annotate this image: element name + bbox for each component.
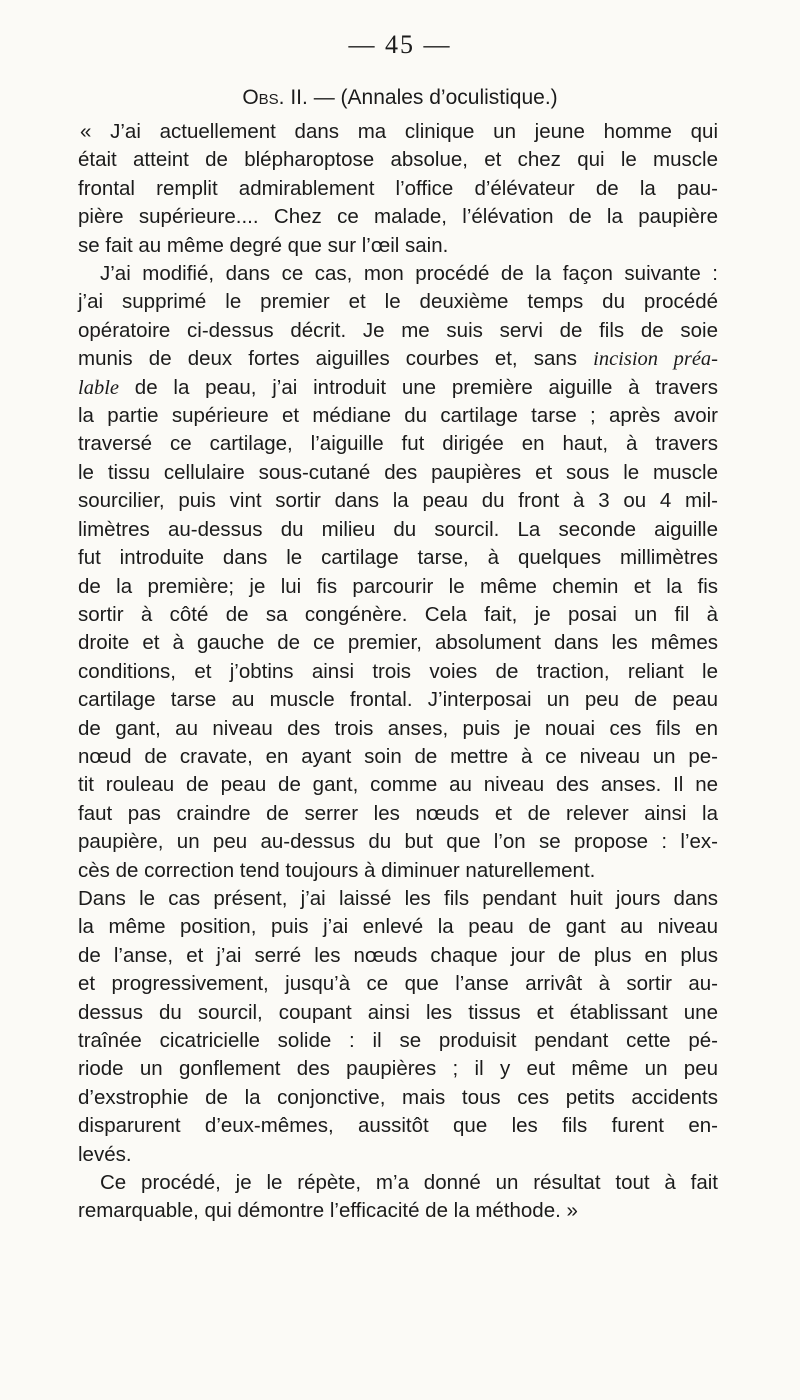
italic-phrase: lable: [78, 376, 119, 399]
observation-heading: [0, 86, 800, 110]
text-line: opératoire ci-dessus décrit. Je me suis servi de fils de soie: [78, 318, 718, 342]
text-line: était atteint de blépharoptose absolue, et chez qui le muscle: [78, 148, 718, 172]
text-line: de l’anse, et j’ai serré les nœuds chaque jour de plus en plus: [78, 943, 718, 967]
text-line: sourcilier, puis vint sortir dans la peau du front à 3 ou 4 mil-: [78, 489, 718, 513]
text-line: paupière, un peu au-dessus du but que l’on se propose : l’ex-: [78, 830, 718, 854]
text-line: levés.: [78, 1142, 132, 1166]
text-line: et progressivement, jusqu’à ce que l’anse arrivât à sortir au-: [78, 972, 718, 996]
text-line: sortir à côté de sa congénère. Cela fait, je posai un fil à: [78, 602, 718, 626]
text-segment: munis de deux fortes aiguilles courbes et, sans: [78, 347, 594, 371]
paragraph-3: [78, 1169, 718, 1226]
observation-number: Obs. II.: [242, 86, 308, 109]
text-line: de gant, au niveau des trois anses, puis je nouai ces fils en: [78, 716, 718, 740]
text-segment: de la peau, j’ai introduit une première aiguille à travers: [119, 375, 718, 399]
text-line: J’ai modifié, dans ce cas, mon procédé de la façon suivante :: [100, 262, 718, 286]
text-line: j’ai supprimé le premier et le deuxième temps du procédé: [78, 290, 718, 314]
body-text: [78, 118, 718, 1226]
text-line: Ce procédé, je le répète, m’a donné un résultat tout à fait: [100, 1171, 718, 1195]
text-line: frontal remplit admirablement l’office d’élévateur de la pau-: [78, 176, 718, 200]
text-line: cartilage tarse au muscle frontal. J’interposai un peu de peau: [78, 688, 718, 712]
text-line: se fait au même degré que sur l’œil sain.: [78, 233, 449, 257]
text-line: traversé ce cartilage, l’aiguille fut dirigée en haut, à travers: [78, 432, 718, 456]
text-line: [78, 345, 718, 373]
text-line: droite et à gauche de ce premier, absolument dans les mêmes: [78, 631, 718, 655]
observation-source: — (Annales d’oculistique.): [307, 86, 558, 109]
page-number: — 45 —: [348, 30, 452, 59]
text-line: tit rouleau de peau de gant, comme au niveau des anses. Il ne: [78, 773, 718, 797]
text-line: la même position, puis j’ai enlevé la peau de gant au niveau: [78, 915, 718, 939]
text-line: traînée cicatricielle solide : il se produisit pendant cette pé-: [78, 1029, 718, 1052]
text-line: dessus du sourcil, coupant ainsi les tissus et établissant une: [78, 1000, 718, 1024]
text-line: fut introduite dans le cartilage tarse, à quelques millimètres: [78, 546, 718, 570]
text-line: conditions, et j’obtins ainsi trois voies de traction, reliant le: [78, 659, 718, 683]
italic-phrase: incision préa-: [593, 348, 718, 371]
text-line: faut pas craindre de serrer les nœuds et de relever ainsi la: [78, 801, 718, 825]
text-line: nœud de cravate, en ayant soin de mettre à ce niveau un pe-: [78, 744, 718, 768]
paragraph-1: [78, 118, 718, 260]
text-line: remarquable, qui démontre l’efficacité de la méthode. »: [78, 1199, 578, 1223]
text-line: le tissu cellulaire sous-cutané des paupières et sous le muscle: [78, 460, 718, 484]
paragraph-2: [78, 260, 718, 1169]
text-line: cès de correction tend toujours à diminuer naturellement.: [78, 858, 596, 882]
text-line: limètres au-dessus du milieu du sourcil. La seconde aiguille: [78, 517, 718, 541]
text-line: de la première; je lui fis parcourir le même chemin et la fis: [78, 574, 718, 598]
text-line: d’exstrophie de la conjonctive, mais tous ces petits accidents: [78, 1085, 718, 1109]
text-line: « J’ai actuellement dans ma clinique un jeune homme qui: [80, 120, 718, 143]
text-line: riode un gonflement des paupières ; il y eut même un peu: [78, 1057, 718, 1081]
text-line: la partie supérieure et médiane du cartilage tarse ; après avoir: [78, 404, 718, 428]
text-line: [78, 374, 718, 402]
text-line: disparurent d’eux-mêmes, aussitôt que les fils furent en-: [78, 1114, 718, 1138]
text-line: Dans le cas présent, j’ai laissé les fils pendant huit jours dans: [78, 886, 718, 910]
text-line: pière supérieure.... Chez ce malade, l’élévation de la paupière: [78, 205, 718, 229]
